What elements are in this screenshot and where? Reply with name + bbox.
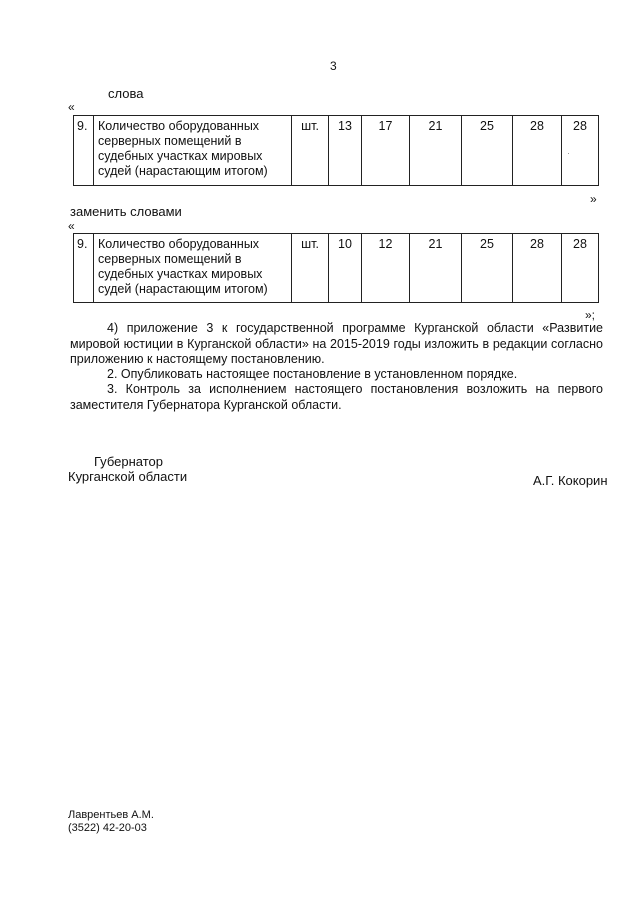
- paragraph-publish: 2. Опубликовать настоящее постановление в установленном порядке.: [107, 367, 518, 381]
- page-number: 3: [330, 59, 337, 73]
- value-cell: 25: [462, 234, 513, 303]
- value-cell: 21: [410, 234, 462, 303]
- value-cell: 12: [362, 234, 410, 303]
- value-cell: 25: [462, 116, 513, 186]
- row-index: 9.: [74, 116, 94, 186]
- value-cell: 10: [329, 234, 362, 303]
- value-cell: 28: [562, 234, 599, 303]
- signatory-title-line2: Курганской области: [68, 469, 188, 484]
- table-row: [74, 234, 599, 303]
- quote-close-2: »;: [585, 308, 596, 322]
- value-cell: 28: [562, 116, 599, 186]
- paragraph-appendix: 4) приложение 3 к государственной программе Курганской области «Развитие мировой юстиции в Курганской области» на 2015-2019 годы изложить в редакции согласно приложению к настоящему постановлению.: [70, 321, 603, 366]
- value-cell: 21: [410, 116, 462, 186]
- old-table: [73, 115, 599, 186]
- quote-open-1: «: [68, 100, 75, 114]
- value-cell: 28: [513, 116, 562, 186]
- unit-cell: шт.: [292, 116, 329, 186]
- value-cell: 28: [513, 234, 562, 303]
- value-cell: 17: [362, 116, 410, 186]
- signatory-title-line1: Губернатор: [94, 454, 163, 469]
- new-table: [73, 233, 599, 303]
- unit-cell: шт.: [292, 234, 329, 303]
- executor-phone: (3522) 42-20-03: [68, 822, 147, 834]
- executor-name: Лаврентьев А.М.: [68, 809, 154, 821]
- replace-phrase: заменить словами: [70, 204, 182, 219]
- quote-close-1: »: [590, 192, 597, 206]
- row-index: 9.: [74, 234, 94, 303]
- row-description: Количество оборудованных серверных помещений в судебных участках мировых судей (нарастающим итогом): [94, 234, 292, 303]
- intro-word: слова: [108, 86, 144, 101]
- scan-speck: [568, 153, 569, 154]
- quote-open-2: «: [68, 219, 75, 233]
- row-description: Количество оборудованных серверных помещений в судебных участках мировых судей (нарастающим итогом): [94, 116, 292, 186]
- value-cell: 13: [329, 116, 362, 186]
- table-row: [74, 116, 599, 186]
- signatory-name: А.Г. Кокорин: [533, 473, 608, 488]
- paragraph-control: 3. Контроль за исполнением настоящего постановления возложить на первого заместителя Губернатора Курганской области.: [70, 382, 603, 412]
